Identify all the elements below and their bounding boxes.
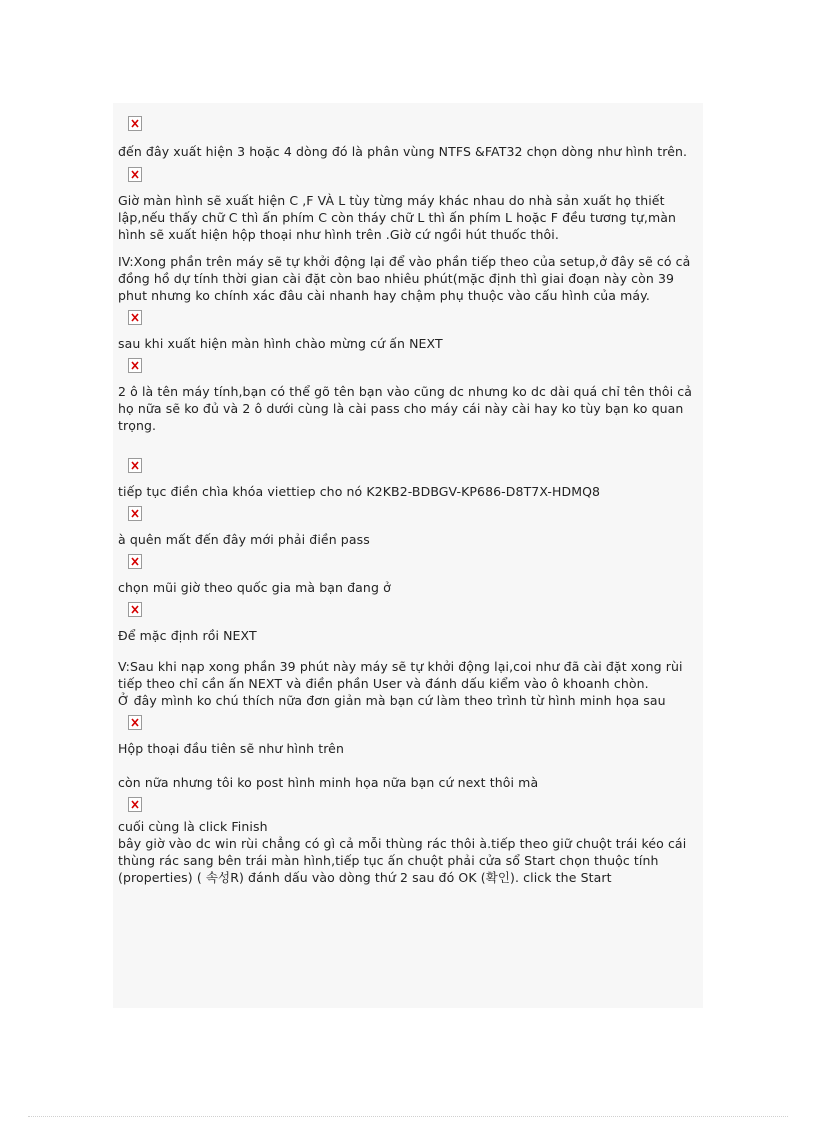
paragraph: tiếp tục điền chìa khóa viettiep cho nó K2KB2-BDBGV-KP686-D8T7X-HDMQ8 bbox=[118, 484, 601, 499]
paragraph: đến đây xuất hiện 3 hoặc 4 dòng đó là phân vùng NTFS &FAT32 chọn dòng như hình trên. bbox=[118, 144, 688, 159]
broken-image-icon bbox=[128, 602, 142, 617]
broken-image-icon bbox=[128, 358, 142, 373]
broken-image-icon bbox=[128, 458, 142, 473]
paragraph: Để mặc định rồi NEXT bbox=[118, 628, 257, 643]
broken-image-icon bbox=[128, 797, 142, 812]
paragraph: Hộp thoại đầu tiên sẽ như hình trên bbox=[118, 741, 344, 756]
paragraph: Giờ màn hình sẽ xuất hiện C ,F VÀ L tùy từng máy khác nhau do nhà sản xuất họ thiết lập,nếu thấy chữ C thì ấn phím C còn tháy chữ L thì ấn phím L hoặc F đều tương tự,màn hình sẽ xuất hiện hộp thoại như hình trên .Giờ cứ ngồi hút thuốc thôi. bbox=[118, 193, 677, 242]
paragraph: chọn mũi giờ theo quốc gia mà bạn đang ở bbox=[118, 580, 391, 595]
page-bottom-divider bbox=[28, 1116, 788, 1117]
broken-image-icon bbox=[128, 167, 142, 182]
paragraph: V:Sau khi nạp xong phần 39 phút này máy sẽ tự khởi động lại,coi như đã cài đặt xong rùi tiếp theo chỉ cần ấn NEXT và điền phần User và đánh dấu kiểm vào ô khoanh chòn. bbox=[118, 659, 683, 691]
broken-image-icon bbox=[128, 310, 142, 325]
broken-image-icon bbox=[128, 116, 142, 131]
broken-image-icon bbox=[128, 554, 142, 569]
paragraph: 2 ô là tên máy tính,bạn có thể gõ tên bạn vào cũng dc nhưng ko dc dài quá chỉ tên thôi cả họ nữa sẽ ko đủ và 2 ô dưới cùng là cài pass cho máy cái này cài hay ko tùy bạn ko quan trọng. bbox=[118, 384, 693, 433]
paragraph: bây giờ vào dc win rùi chẳng có gì cả mỗi thùng rác thôi à.tiếp theo giữ chuột trái kéo cái thùng rác sang bên trái màn hình,tiếp tục ấn chuột phải cửa sổ Start chọn thuộc tính (properties) ( 속성R) đánh dấu vào dòng thứ 2 sau đó OK (확인). click the Start bbox=[118, 836, 687, 885]
paragraph: còn nữa nhưng tôi ko post hình minh họa nữa bạn cứ next thôi mà bbox=[118, 775, 539, 790]
broken-image-icon bbox=[128, 506, 142, 521]
paragraph: à quên mất đến đây mới phải điền pass bbox=[118, 532, 370, 547]
document-body bbox=[118, 111, 703, 886]
broken-image-icon bbox=[128, 715, 142, 730]
paragraph: Ở đây mình ko chú thích nữa đơn giản mà bạn cứ làm theo trình từ hình minh họa sau bbox=[118, 693, 666, 708]
paragraph: sau khi xuất hiện màn hình chào mừng cứ ấn NEXT bbox=[118, 336, 443, 351]
paragraph: IV:Xong phần trên máy sẽ tự khởi động lại để vào phần tiếp theo của setup,ở đây sẽ có cả đồng hồ dự tính thời gian cài đặt còn bao nhiêu phút(mặc định thì giai đoạn này còn 39 phut nhưng ko chính xác đâu cài nhanh hay chậm phụ thuộc vào cấu hình của máy. bbox=[118, 254, 691, 303]
paragraph: cuối cùng là click Finish bbox=[118, 819, 268, 834]
